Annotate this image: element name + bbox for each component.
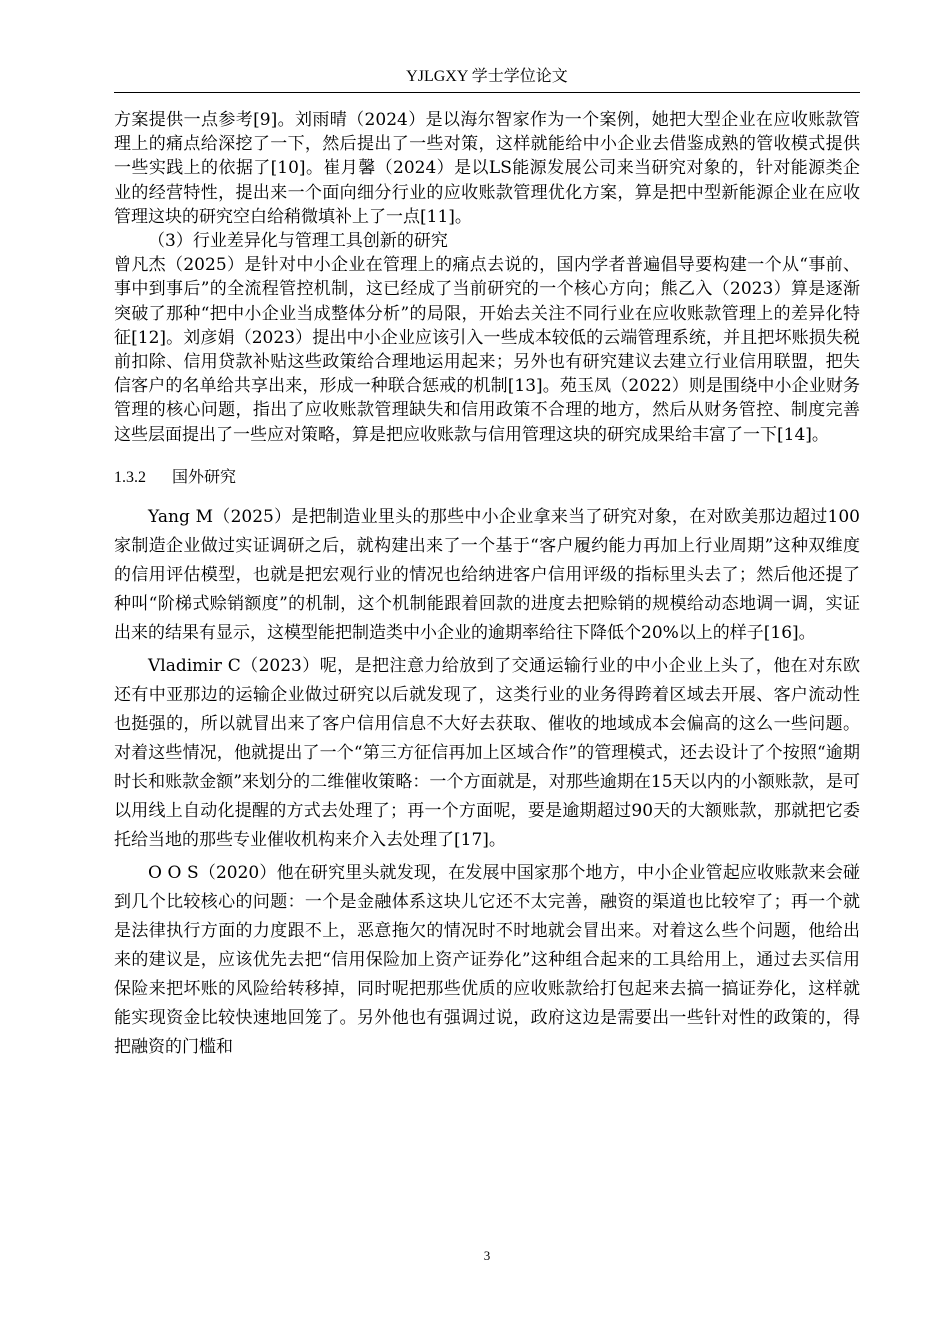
header-rule [114, 92, 860, 93]
subsection-title: （3）行业差异化与管理工具创新的研究 [148, 231, 448, 252]
foreign-research-block [114, 503, 860, 1062]
page-body [114, 108, 860, 1066]
body-paragraph: Yang M（2025）是把制造业里头的那些中小企业拿来当了研究对象，在对欧美那边超过100家制造企业做过实证调研之后，就构建出来了一个基于“客户履约能力再加上行业周期”这种双维度的信用评估模型，也就是把宏观行业的情况也给纳进客户信用评级的指标里头去了；然后他还提了种叫“阶梯式赊销额度”的机制，这个机制能跟着回款的进度去把赊销的规模给动态地调一调，实证出来的结果有显示，这模型能把制造类中小企业的逾期率给往下降低个20%以上的样子[16]。 [114, 506, 860, 643]
page-number: 3 [483, 1248, 491, 1263]
body-paragraph: Vladimir C（2023）呢，是把注意力给放到了交通运输行业的中小企业上头了，他在对东欧还有中亚那边的运输企业做过研究以后就发现了，这类行业的业务得跨着区域去开展、客户流动性也挺强的，所以就冒出来了客户信用信息不大好去获取、催收的地域成本会偏高的这么一些问题。对着这些情况，他就提出了一个“第三方征信再加上区域合作”的管理模式，还去设计了个按照“逾期时长和账款金额”来划分的二维催收策略：一个方面就是，对那些逾期在15天以内的小额账款，是可以用线上自动化提醒的方式去处理了；再一个方面呢，要是逾期超过90天的大额账款，那就把它委托给当地的那些专业催收机构来介入去处理了[17]。 [114, 655, 860, 850]
body-paragraph: O O S（2020）他在研究里头就发现，在发展中国家那个地方，中小企业管起应收账款来会碰到几个比较核心的问题：一个是金融体系这块儿它还不太完善，融资的渠道也比较窄了；再一个就是法律执行方面的力度跟不上，恶意拖欠的情况时不时地就会冒出来。对着这么些个问题，他给出来的建议是，应该优先去把“信用保险加上资产证券化”这种组合起来的工具给用上，通过去买信用保险来把坏账的风险给转移掉，同时呢把那些优质的应收账款给打包起来去搞一搞证券化，这样就能实现资金比较快速地回笼了。另外他也有强调过说，政府这边是需要出一些针对性的政策的，得把融资的门槛和 [114, 862, 860, 1057]
section-number: 1.3.2 [114, 468, 146, 486]
body-paragraph: 曾凡杰（2025）是针对中小企业在管理上的痛点去说的，国内学者普遍倡导要构建一个从“事前、事中到事后”的全流程管控机制，这已经成了当前研究的一个核心方向；熊乙入（2023）算是逐渐突破了那种“把中小企业当成整体分析”的局限，开始去关注不同行业在应收账款管理上的差异化特征[12]。刘彦娟（2023）提出中小企业应该引入一些成本较低的云端管理系统，并且把坏账损失税前扣除、信用贷款补贴这些政策给合理地运用起来；另外也有研究建议去建立行业信用联盟，把失信客户的名单给共享出来，形成一种联合惩戒的机制[13]。苑玉凤（2022）则是围绕中小企业财务管理的核心问题，指出了应收账款管理缺失和信用政策不合理的地方，然后从财务管控、制度完善这些层面提出了一些应对策略，算是把应收账款与信用管理这块的研究成果给丰富了一下[14]。 [114, 255, 860, 445]
domestic-research-block [114, 108, 860, 447]
section-heading [114, 467, 860, 489]
body-paragraph: 方案提供一点参考[9]。刘雨晴（2024）是以海尔智家作为一个案例，她把大型企业在应收账款管理上的痛点给深挖了一下，然后提出了一些对策，这样就能给中小企业去借鉴成熟的管收模式提供一些实践上的依据了[10]。崔月馨（2024）是以LS能源发展公司来当研究对象的，针对能源类企业的经营特性，提出来一个面向细分行业的应收账款管理优化方案，算是把中型新能源企业在应收管理这块的研究空白给稍微填补上了一点[11]。 [114, 110, 860, 227]
page-header: YJLGXY 学士学位论文 [406, 68, 568, 85]
section-title: 国外研究 [172, 468, 237, 486]
